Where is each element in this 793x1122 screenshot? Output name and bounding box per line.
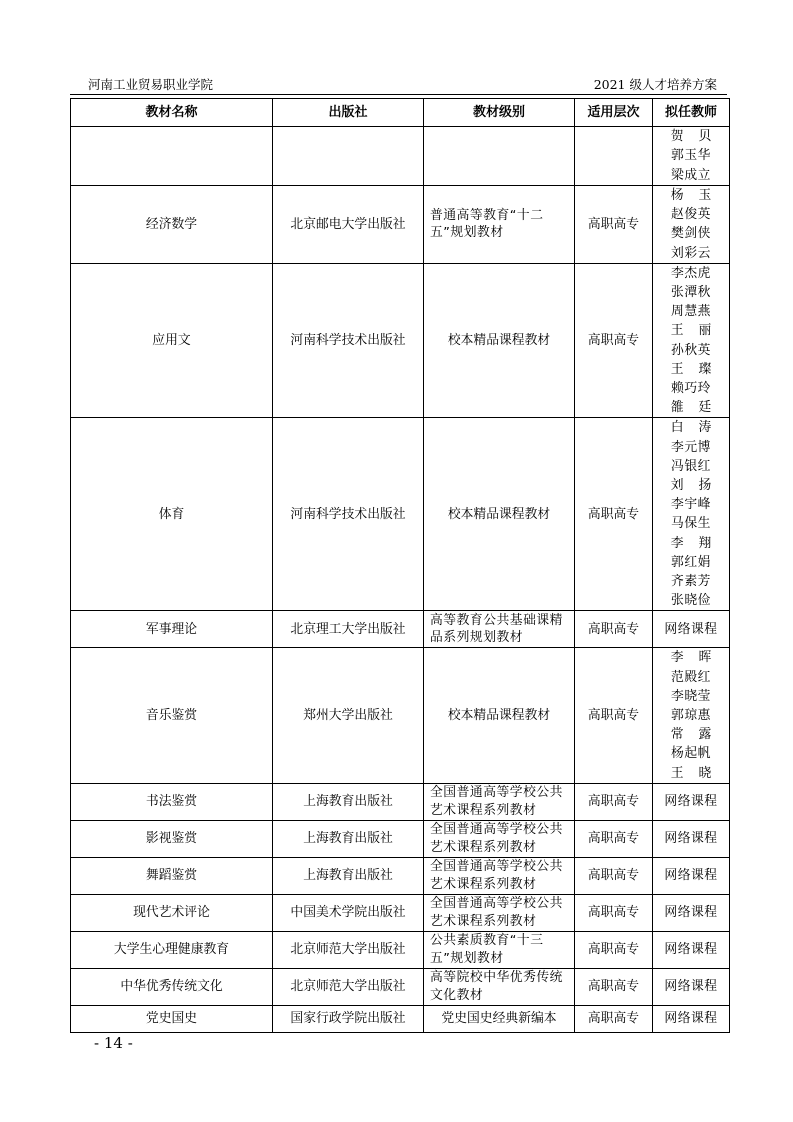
- publisher-cell: 上海教育出版社: [273, 820, 424, 857]
- teacher-name: 郭琼惠: [671, 708, 711, 724]
- teacher-name: 王晓: [670, 765, 727, 781]
- table-row: [71, 783, 730, 820]
- applicable-level-cell: 高职高专: [575, 186, 653, 264]
- teachers-cell: [653, 1005, 730, 1032]
- publisher-cell: 河南科学技术出版社: [273, 263, 424, 418]
- textbook-level-cell: 公共素质教育“十三五”规划教材: [424, 931, 575, 968]
- teacher-name: 赵俊英: [671, 207, 711, 223]
- teacher-name: 赖巧玲: [671, 381, 711, 397]
- applicable-level-cell: [575, 127, 653, 186]
- teacher-name: 范殿红: [671, 669, 711, 685]
- teacher-name: 网络课程: [664, 942, 718, 958]
- teacher-name: 刘扬: [670, 478, 727, 494]
- publisher-cell: 中国美术学院出版社: [273, 894, 424, 931]
- teachers-cell: [653, 857, 730, 894]
- textbook-name-cell: [71, 127, 273, 186]
- teachers-cell: [653, 820, 730, 857]
- teacher-name: 郭红娟: [671, 554, 711, 570]
- textbook-name-cell: 体育: [71, 418, 273, 611]
- table-row: [71, 127, 730, 186]
- teacher-name: 雒廷: [670, 400, 727, 416]
- textbook-level-cell: 全国普通高等学校公共艺术课程系列教材: [424, 894, 575, 931]
- column-header: 教材级别: [424, 99, 575, 127]
- applicable-level-cell: 高职高专: [575, 1005, 653, 1032]
- applicable-level-cell: 高职高专: [575, 894, 653, 931]
- teachers-cell: [653, 894, 730, 931]
- table-row: [71, 186, 730, 264]
- teacher-name: 冯银红: [671, 458, 711, 474]
- table-row: [71, 611, 730, 648]
- publisher-cell: 郑州大学出版社: [273, 648, 424, 783]
- teachers-cell: [653, 968, 730, 1005]
- teacher-name: 齐素芳: [671, 574, 711, 590]
- textbook-name-cell: 经济数学: [71, 186, 273, 264]
- table-row: [71, 931, 730, 968]
- teacher-name: 马保生: [671, 516, 711, 532]
- teacher-name: 樊剑侠: [671, 226, 711, 242]
- teacher-name: 网络课程: [664, 905, 718, 921]
- table-row: [71, 857, 730, 894]
- teacher-name: 周慧燕: [671, 304, 711, 320]
- teacher-name: 常露: [670, 727, 727, 743]
- column-header: 出版社: [273, 99, 424, 127]
- publisher-cell: 河南科学技术出版社: [273, 418, 424, 611]
- teacher-name: 孙秋英: [671, 342, 711, 358]
- teacher-name: 张晓俭: [671, 593, 711, 609]
- teachers-cell: [653, 648, 730, 783]
- teachers-cell: [653, 931, 730, 968]
- publisher-cell: 北京邮电大学出版社: [273, 186, 424, 264]
- table-row: [71, 418, 730, 611]
- applicable-level-cell: 高职高专: [575, 857, 653, 894]
- textbook-level-cell: 校本精品课程教材: [424, 418, 575, 611]
- textbook-name-cell: 书法鉴赏: [71, 783, 273, 820]
- textbook-name-cell: 影视鉴赏: [71, 820, 273, 857]
- teachers-cell: [653, 186, 730, 264]
- teachers-cell: [653, 418, 730, 611]
- teacher-name: 梁成立: [671, 167, 711, 183]
- column-header: 适用层次: [575, 99, 653, 127]
- table-row: [71, 263, 730, 418]
- teacher-name: 网络课程: [664, 794, 718, 810]
- applicable-level-cell: 高职高专: [575, 783, 653, 820]
- table-row: [71, 820, 730, 857]
- teacher-name: 网络课程: [664, 831, 718, 847]
- teacher-name: 网络课程: [664, 1011, 718, 1027]
- teacher-name: 李宇峰: [671, 497, 711, 513]
- textbook-level-cell: 全国普通高等学校公共艺术课程系列教材: [424, 783, 575, 820]
- table-row: [71, 968, 730, 1005]
- applicable-level-cell: 高职高专: [575, 418, 653, 611]
- page-number: - 14 -: [94, 1034, 133, 1052]
- applicable-level-cell: 高职高专: [575, 931, 653, 968]
- textbook-name-cell: 中华优秀传统文化: [71, 968, 273, 1005]
- textbook-table: [70, 98, 730, 1033]
- table-header-row: [71, 99, 730, 127]
- applicable-level-cell: 高职高专: [575, 263, 653, 418]
- header-rule: [70, 94, 727, 95]
- textbook-name-cell: 党史国史: [71, 1005, 273, 1032]
- publisher-cell: [273, 127, 424, 186]
- textbook-name-cell: 军事理论: [71, 611, 273, 648]
- column-header: 拟任教师: [653, 99, 730, 127]
- header-school-name: 河南工业贸易职业学院: [88, 77, 214, 92]
- teachers-cell: [653, 127, 730, 186]
- textbook-name-cell: 舞蹈鉴赏: [71, 857, 273, 894]
- column-header: 教材名称: [71, 99, 273, 127]
- textbook-level-cell: 全国普通高等学校公共艺术课程系列教材: [424, 857, 575, 894]
- teacher-name: 杨玉: [670, 188, 727, 203]
- teacher-name: 李杰虎: [671, 265, 711, 281]
- publisher-cell: 北京师范大学出版社: [273, 931, 424, 968]
- teacher-name: 杨起帆: [671, 746, 711, 762]
- publisher-cell: 北京理工大学出版社: [273, 611, 424, 648]
- table-row: [71, 894, 730, 931]
- textbook-name-cell: 音乐鉴赏: [71, 648, 273, 783]
- table-row: [71, 1005, 730, 1032]
- teacher-name: 刘彩云: [671, 245, 711, 261]
- textbook-level-cell: 全国普通高等学校公共艺术课程系列教材: [424, 820, 575, 857]
- teacher-name: 网络课程: [664, 621, 718, 637]
- textbook-name-cell: 现代艺术评论: [71, 894, 273, 931]
- teacher-name: 李晓莹: [671, 688, 711, 704]
- teachers-cell: [653, 611, 730, 648]
- teacher-name: 李翔: [670, 535, 727, 551]
- textbook-level-cell: 高等院校中华优秀传统文化教材: [424, 968, 575, 1005]
- teacher-name: 王丽: [670, 323, 727, 339]
- teacher-name: 网络课程: [664, 979, 718, 995]
- publisher-cell: 上海教育出版社: [273, 783, 424, 820]
- teacher-name: 李晖: [670, 650, 727, 666]
- applicable-level-cell: 高职高专: [575, 648, 653, 783]
- teacher-name: 张潭秋: [671, 285, 711, 301]
- textbook-level-cell: 党史国史经典新编本: [424, 1005, 575, 1032]
- publisher-cell: 国家行政学院出版社: [273, 1005, 424, 1032]
- textbook-level-cell: 校本精品课程教材: [424, 648, 575, 783]
- textbook-level-cell: 普通高等教育“十二五”规划教材: [424, 186, 575, 264]
- teacher-name: 王璨: [670, 361, 727, 377]
- teacher-name: 贺贝: [670, 129, 727, 145]
- textbook-level-cell: [424, 127, 575, 186]
- teacher-name: 郭玉华: [671, 148, 711, 164]
- table-body: [71, 127, 730, 1033]
- applicable-level-cell: 高职高专: [575, 611, 653, 648]
- teacher-name: 李元博: [671, 439, 711, 455]
- teachers-cell: [653, 783, 730, 820]
- textbook-name-cell: 应用文: [71, 263, 273, 418]
- teacher-name: 网络课程: [664, 868, 718, 884]
- textbook-level-cell: 高等教育公共基础课精品系列规划教材: [424, 611, 575, 648]
- applicable-level-cell: 高职高专: [575, 968, 653, 1005]
- table-row: [71, 648, 730, 783]
- textbook-level-cell: 校本精品课程教材: [424, 263, 575, 418]
- publisher-cell: 上海教育出版社: [273, 857, 424, 894]
- header-doc-title: 2021 级人才培养方案: [593, 77, 717, 92]
- teachers-cell: [653, 263, 730, 418]
- publisher-cell: 北京师范大学出版社: [273, 968, 424, 1005]
- textbook-name-cell: 大学生心理健康教育: [71, 931, 273, 968]
- applicable-level-cell: 高职高专: [575, 820, 653, 857]
- teacher-name: 白涛: [670, 420, 727, 436]
